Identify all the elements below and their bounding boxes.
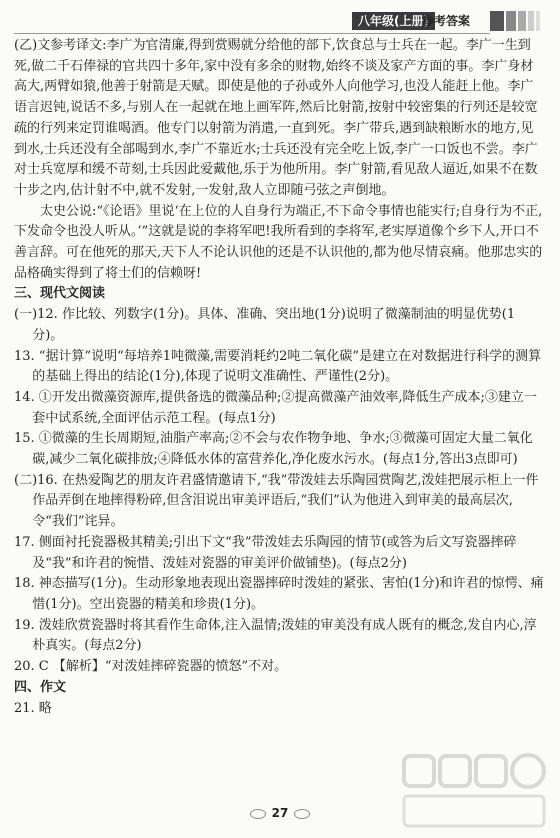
- leaf-ornament-icon: [250, 809, 266, 819]
- translation-paragraph-2: 太史公说:“《论语》里说‘在上位的人自身行为端正,不下命令事情也能实行;自身行为不正,下发命令也没人听从。’”这就是说的李将军吧!我所看到的李将军,老实厚道像个乡下人,开口不善言辞。可在他死的那天,天下人不论认识他的还是不认识他的,都为他尽情哀痛。他那忠实的品格确实得到了将士们的信赖呀!: [14, 203, 543, 281]
- answer-12: (一)12. 作比较、列数字(1分)。具体、准确、突出地(1分)说明了微藻制油的明显优势(1分)。: [14, 307, 516, 343]
- translation-paragraph-1: (乙)文参考译文:李广为官清廉,得到赏赐就分给他的部下,饮食总与士兵在一起。李广一生到死,做二千石俸禄的官共四十多年,家中没有多余的财物,始终不谈及家产方面的事。李广身材高大,两臂如猿,他善于射箭是天赋。即使是他的子孙或外人向他学习,也没人能赶上他。李广语言迟钝,说话不多,与别人在一起就在地上画军阵,然后比射箭,按射中较密集的行列还是较宽疏的行列来定罚谁喝酒。他专门以射箭为消遣,一直到死。李广带兵,遇到缺粮断水的地方,见到水,士兵还没有全部喝到水,李广不靠近水;士兵还没有完全吃上饭,李广一口饭也不尝。李广对士兵宽厚和缓不苛刻,士兵因此爱戴他,乐于为他所用。李广射箭,看见敌人逼近,如果不在数十步之内,估计射不中,就不发射,一发射,敌人立即随弓弦之声倒地。: [14, 38, 538, 198]
- answer-15: 15. ①微藻的生长周期短,油脂产率高;②不会与农作物争地、争水;③微藻可固定大量二氧化碳,减少二氧化碳排放;④降低水体的富营养化,净化废水污水。(每点1分,答出3点即可): [14, 431, 533, 468]
- answer-17: 17. 侧面衬托瓷器极其精美;引出下文“我”带泼娃去乐陶园的情节(或答为后文写瓷器摔碎及“我”和许君的惋惜、泼娃对瓷器的审美评价做铺垫)。(每点2分): [14, 534, 517, 571]
- leaf-ornament-icon: [294, 809, 310, 819]
- answer-content: [14, 36, 544, 719]
- answer-18: 18. 神态描写(1分)。生动形象地表现出瓷器摔碎时泼娃的紧张、害怕(1分)和许君的惊愕、痛惜(1分)。空出瓷器的精美和珍贵(1分)。: [14, 576, 544, 612]
- page-number: 27: [271, 806, 289, 820]
- section-heading-writing: 四、作文: [14, 679, 67, 695]
- page-header: [0, 6, 560, 32]
- answer-16: (二)16. 在热爱陶艺的朋友许君盛情邀请下,“我”带泼娃去乐陶园赏陶艺,泼娃把展示柜上一件作品弄倒在地摔得粉碎,但含泪说出审美评语后,“我们”认为他进入到审美的最高层次,令“我们”诧异。: [14, 472, 539, 530]
- page-footer: [0, 806, 560, 820]
- answer-20: 20. C 【解析】“对泼娃摔碎瓷器的愤怒”不对。: [14, 659, 288, 675]
- answer-14: 14. ①开发出微藻资源库,提供备选的微藻品种;②提高微藻产油效率,降低生产成本;③建立一套中试系统,全面评估示范工程。(每点1分): [14, 389, 537, 426]
- section-heading-reading: 三、现代文阅读: [14, 286, 106, 302]
- watermark-logo-icon: [400, 752, 550, 832]
- decorative-bars: [490, 11, 542, 31]
- answer-19: 19. 泼娃欣赏瓷器时将其看作生命体,注入温情;泼娃的审美没有成人既有的概念,发自内心,淳朴真实。(每点2分): [14, 617, 537, 654]
- answer-13: 13. “据计算”说明“每培养1吨微藻,需要消耗约2吨二氧化碳”是建立在对数据进行科学的测算的基础上得出的结论(1分),体现了说明文准确性、严谨性(2分)。: [14, 348, 542, 385]
- header-rule: [14, 33, 490, 34]
- answer-title: 参考答案: [422, 14, 471, 28]
- grade-badge: 八年级(上册): [352, 12, 435, 30]
- answer-21: 21. 略: [14, 700, 52, 716]
